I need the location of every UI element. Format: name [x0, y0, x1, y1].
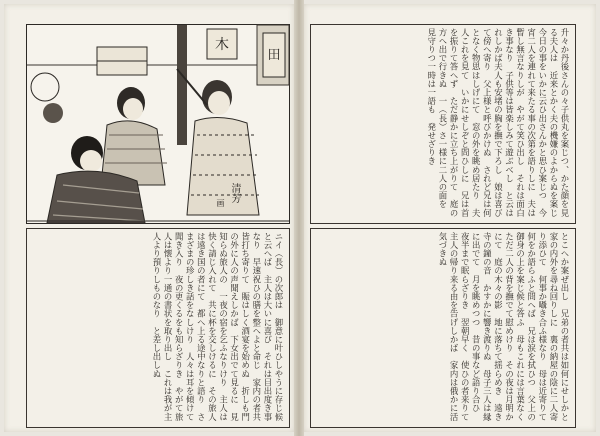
illustration-scene	[27, 25, 289, 223]
right-bottom-text-block: とこへか案ぜ出し 兄弟の者共は如何にせしかと 家の内外を尋ね回りしに 裏の納屋の陰に二人寄り添ひて 何事か囁き合ふ様なり 母は近寄りて 何をか語らふと問へば 兄は涙を拭ひつ 父上の御身の上を案じ候と答ふ 母もこれには言葉なく ただ二人の背を撫でて慰めけり その夜は月明かにて 庭の木々の影 地に落ちて揺らめき 遠き寺の鐘の音 かすかに響き渡りぬ 母子三人は縁に出でて 月を眺めつつ 昔の事など語り合ひ 夜半まで眠らざりき 翌朝早く 使ひの者来りて 主人の帰り来る由を告げしかば 家内は俄かに活気づきぬ	[437, 232, 570, 430]
sign-text-lower: 田	[267, 48, 281, 63]
right-page	[304, 4, 596, 432]
left-page	[4, 4, 294, 432]
left-text-block: ニイ（長）の次郎は 御意に叶ひしやうに存じ候と云へば 主人は大いに喜び それは目出度き事なり 早速祝ひの膳を整へよと命じ 家内の者共皆打ち寄りて 賑はしく酒宴を始めぬ 折しも門の外に人の声聞えしかば 下女出でて見るに 見知らぬ旅人の 一夜の宿を乞ふなりけり 主人は快く請じ入れて 共に杯を交しけるに その旅人は遠き国の者にて 都へ上る途中なりと語り さまざまの珍しき話をなしけり 人々は耳を傾けて聞き入り 夜の更くるをも知らざりき やがて旅人は懐より一通の書状を取り出し これは我が主人より預りしものなり と差し出しぬ	[151, 232, 284, 421]
book-gutter	[294, 0, 304, 436]
sign-text-upper: 木	[215, 37, 229, 53]
artist-signature-mark: 画	[216, 199, 225, 207]
artist-signature: 清芳	[229, 183, 240, 203]
woodblock-illustration	[26, 24, 290, 224]
right-top-text-block: 升々か丹後さんの々子供丸を案じつ、かた顔を見る夫人は 近来とかく夫の機嫌のよからぬを案じ 今日の事をいかに云ひ出さんかと思ひ案じつ 今宵二人を連れて来たる事の次第を語りしに 夫は暫し無言なりしが やがて笑ひ出し それは面白き事なり 子供等は皆楽しみて遊ぶべし と云はれしかば夫人も安堵の胸を撫で下ろし 娘は喜びて傍へ寄り 父上様と呼びかけぬ されど兄は何となく物思はしげにて 窓の外を眺め居たり 夫人これを見て いかにせしぞと問ひしに 兄は首を振りて答へず ただ静かに立ち上がりて 庭の方へ出で行きぬ 一（長）さ一様に二人の面を 見守りつ一時は一語も 発せざりき	[426, 28, 570, 226]
